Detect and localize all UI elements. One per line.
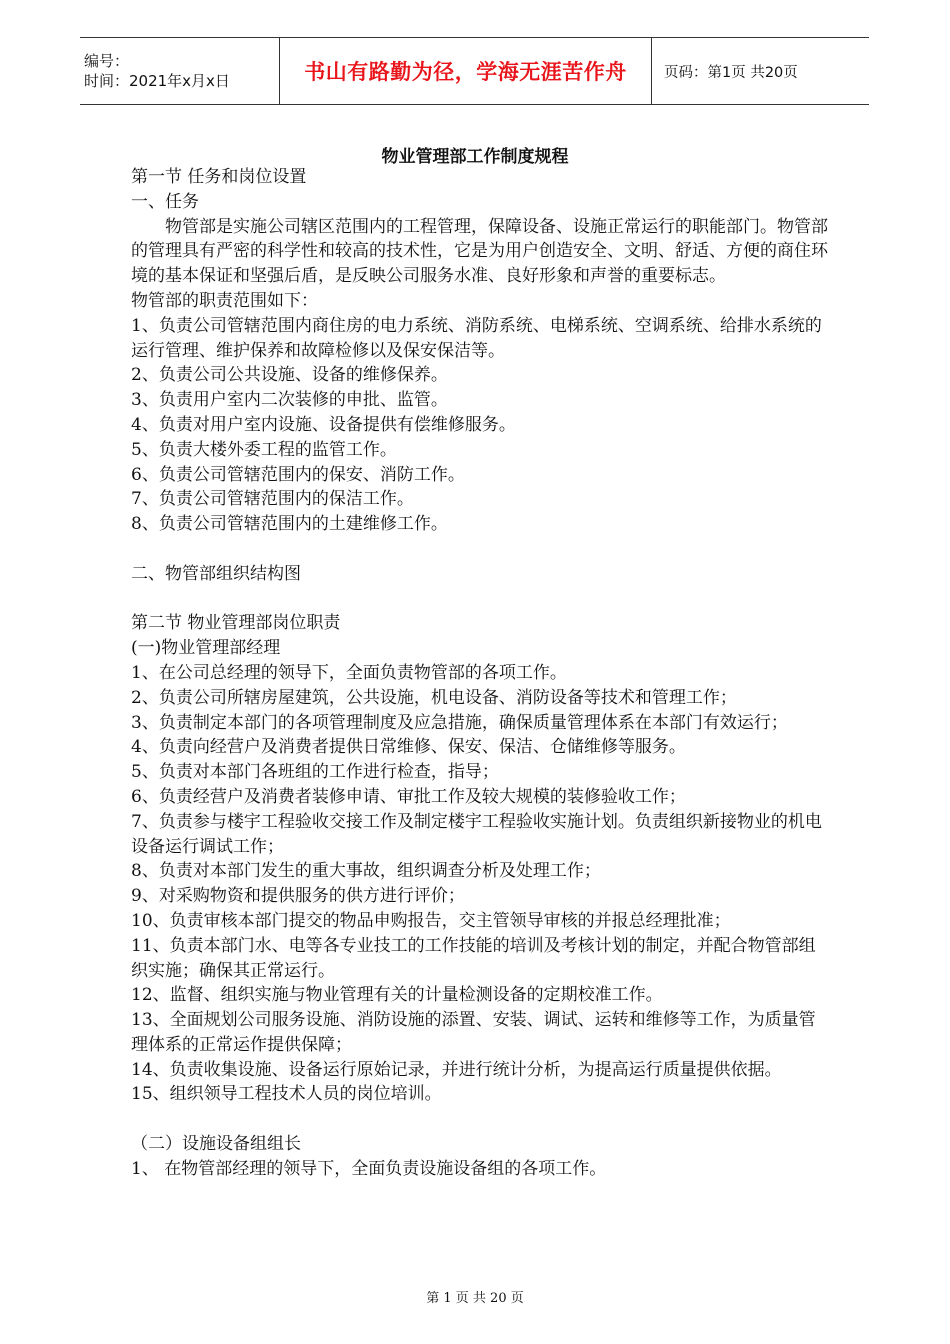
paragraph: 2、负责公司所辖房屋建筑，公共设施，机电设备、消防设备等技术和管理工作； — [131, 687, 737, 708]
paragraph: 一、任务 — [131, 191, 199, 212]
number-label: 编号： — [84, 52, 130, 70]
document-body — [131, 165, 831, 1182]
paragraph: 1、在公司总经理的领导下，全面负责物管部的各项工作。 — [131, 662, 567, 683]
paragraph: 14、负责收集设施、设备运行原始记录，并进行统计分析，为提高运行质量提供依据。 — [131, 1059, 782, 1080]
paragraph: 4、负责向经营户及消费者提供日常维修、保安、保洁、仓储维修等服务。 — [131, 737, 686, 758]
paragraph: 3、负责制定本部门的各项管理制度及应急措施，确保质量管理体系在本部门有效运行； — [131, 712, 788, 733]
paragraph: 6、负责经营户及消费者装修申请、审批工作及较大规模的装修验收工作； — [131, 786, 686, 807]
paragraph: 2、负责公司公共设施、设备的维修保养。 — [131, 365, 448, 386]
page-footer: 第 1 页 共 20 页 — [426, 1291, 524, 1306]
page-header — [80, 37, 869, 105]
page-info: 页码：第1页 共20页 — [664, 64, 798, 81]
document-title: 物业管理部工作制度规程 — [381, 147, 569, 167]
paragraph: 12、监督、组织实施与物业管理有关的计量检测设备的定期校准工作。 — [131, 985, 663, 1006]
paragraph: 1、 在物管部经理的领导下，全面负责设施设备组的各项工作。 — [131, 1158, 607, 1179]
paragraph: 5、负责大楼外委工程的监管工作。 — [131, 439, 397, 460]
paragraph: 9、对采购物资和提供服务的供方进行评价； — [131, 886, 465, 907]
paragraph: 15、组织领导工程技术人员的岗位培训。 — [131, 1084, 442, 1105]
paragraph: 物管部的职责范围如下： — [131, 290, 318, 311]
paragraph: 1、负责公司管辖范围内商住房的电力系统、消防系统、电梯系统、空调系统、给排水系统的运行管理、维护保养和故障检修以及保安保洁等。 — [131, 315, 822, 361]
paragraph: 13、全面规划公司服务设施、消防设施的添置、安装、调试、运转和维修等工作，为质量管理体系的正常运作提供保障； — [131, 1010, 816, 1055]
paragraph: 6、负责公司管辖范围内的保安、消防工作。 — [131, 464, 465, 485]
paragraph: 7、负责参与楼宇工程验收交接工作及制定楼宇工程验收实施计划。负责组织新接物业的机电设备运行调试工作； — [131, 811, 822, 857]
time-label: 时间：2021年x月x日 — [84, 72, 230, 90]
paragraph: （二）设施设备组组长 — [131, 1134, 301, 1155]
paragraph: 第二节 物业管理部岗位职责 — [131, 613, 341, 634]
paragraph: 5、负责对本部门各班组的工作进行检查，指导； — [131, 762, 499, 783]
blank-line — [131, 537, 831, 562]
paragraph: 11、负责本部门水、电等各专业技工的工作技能的培训及考核计划的制定，并配合物管部组织实施；确保其正常运行。 — [131, 935, 816, 981]
paragraph: 第一节 任务和岗位设置 — [131, 167, 307, 187]
paragraph: 二、物管部组织结构图 — [131, 563, 301, 584]
header-meta — [80, 38, 280, 104]
header-motto-cell — [280, 38, 652, 104]
blank-line — [131, 1107, 831, 1132]
blank-line — [131, 587, 831, 612]
paragraph: 8、负责对本部门发生的重大事故，组织调查分析及处理工作； — [131, 861, 601, 882]
paragraph: 8、负责公司管辖范围内的土建维修工作。 — [131, 514, 448, 535]
motto-text: 书山有路勤为径，学海无涯苦作舟 — [304, 60, 627, 84]
paragraph: 物管部是实施公司辖区范围内的工程管理，保障设备、设施正常运行的职能部门。物管部的管理具有严密的科学性和较高的技术性，它是为用户创造安全、文明、舒适、方便的商住环境的基本保证和坚强后盾，是反映公司服务水准、良好形象和声誉的重要标志。 — [131, 216, 828, 287]
paragraph: 3、负责用户室内二次装修的申批、监管。 — [131, 390, 448, 411]
paragraph: 7、负责公司管辖范围内的保洁工作。 — [131, 489, 414, 510]
paragraph: 4、负责对用户室内设施、设备提供有偿维修服务。 — [131, 414, 516, 435]
paragraph: 10、负责审核本部门提交的物品申购报告，交主管领导审核的并报总经理批准； — [131, 910, 731, 931]
paragraph: (一)物业管理部经理 — [131, 638, 281, 659]
header-page-info-cell — [652, 38, 869, 104]
